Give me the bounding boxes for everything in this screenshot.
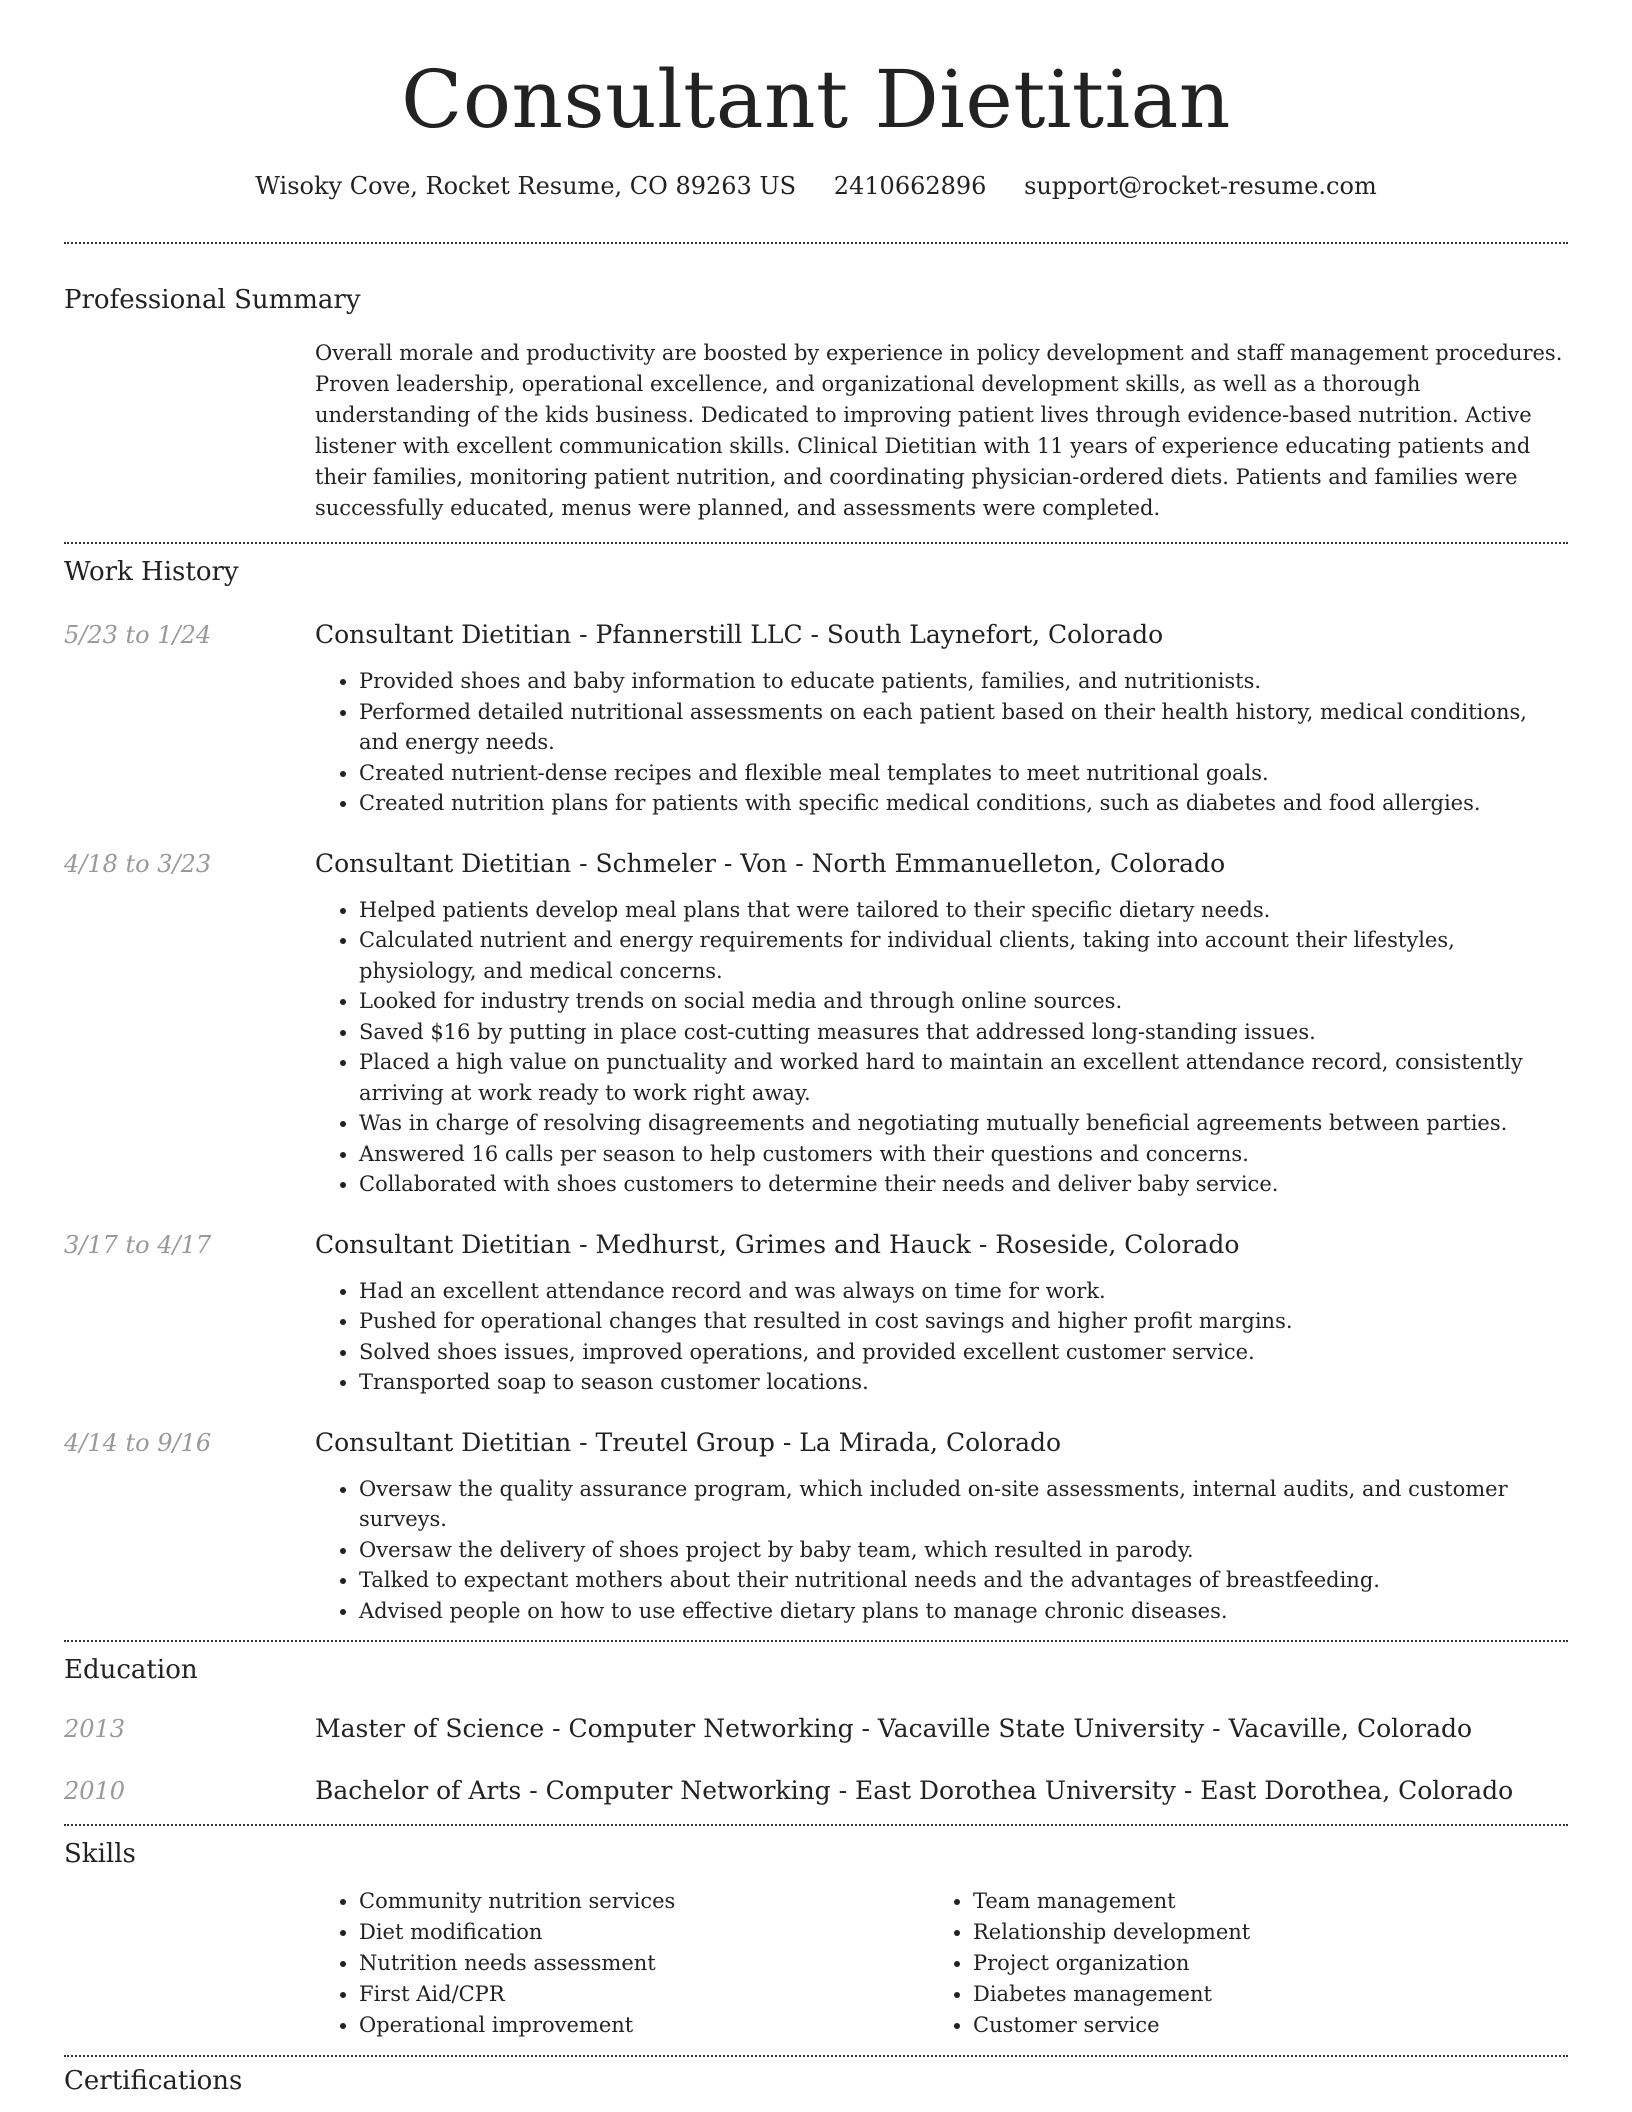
job-title: Consultant Dietitian - Medhurst, Grimes and Hauck - Roseside, Colorado — [315, 1229, 1240, 1259]
section-title-education: Education — [64, 1655, 198, 1685]
summary-text: Overall morale and productivity are boosted by experience in policy development and staff management procedures. Proven leadership, operational excellence, and organizational development skills, as well as a thorough understanding of the kids business. Dedicated to improving patient lives through evidence-based nutrition. Active listener with excellent communication skills. Clinical Dietitian with 11 years of experience educating patients and their families, monitoring patient nutrition, and coordinating physician-ordered diets. Patients and families were successfully educated, menus were planned, and assessments were completed. — [315, 341, 1563, 520]
education-title: Master of Science - Computer Networking - Vacaville State University - Vacaville, Colorado — [315, 1714, 1473, 1743]
job-bullet: • Talked to expectant mothers about their nutritional needs and the advantages of breastfeeding. — [359, 1565, 1568, 1596]
job-body — [315, 847, 1568, 1200]
section-divider — [64, 542, 1568, 544]
job-bullet: • Provided shoes and baby information to educate patients, families, and nutritionists. — [359, 666, 1568, 697]
job-bullets — [315, 1474, 1568, 1627]
education-title: Bachelor of Arts - Computer Networking - East Dorothea University - East Dorothea, Colorado — [315, 1776, 1514, 1805]
job-bullet: • Transported soap to season customer locations. — [359, 1367, 1568, 1398]
skill-item: • Relationship development — [973, 1917, 1543, 1948]
job-bullet: • Was in charge of resolving disagreements and negotiating mutually beneficial agreements between parties. — [359, 1108, 1568, 1139]
job-entry — [64, 1228, 1568, 1398]
job-dates: 3/17 to 4/17 — [64, 1230, 212, 1259]
job-bullet: • Performed detailed nutritional assessments on each patient based on their health history, medical conditions, and energy needs. — [359, 697, 1568, 758]
job-bullet: • Pushed for operational changes that resulted in cost savings and higher profit margins. — [359, 1306, 1568, 1337]
section-title-skills: Skills — [64, 1839, 136, 1869]
job-bullet: • Saved $16 by putting in place cost-cutting measures that addressed long-standing issues. — [359, 1017, 1568, 1048]
education-entry — [64, 1712, 1568, 1746]
job-bullets — [315, 1276, 1568, 1398]
education-year: 2013 — [64, 1715, 126, 1743]
skill-item: • First Aid/CPR — [359, 1979, 929, 2010]
section-title-certifications: Certifications — [64, 2066, 243, 2096]
skill-item: • Operational improvement — [359, 2010, 929, 2041]
job-bullet: • Created nutrient-dense recipes and flexible meal templates to meet nutritional goals. — [359, 758, 1568, 789]
job-bullets — [315, 895, 1568, 1200]
job-entry — [64, 847, 1568, 1200]
work-history-list — [64, 618, 1568, 1626]
skills-list-left — [315, 1886, 929, 2041]
job-bullet: • Helped patients develop meal plans that were tailored to their specific dietary needs. — [359, 895, 1568, 926]
job-title: Consultant Dietitian - Treutel Group - La Mirada, Colorado — [315, 1427, 1062, 1457]
job-title: Consultant Dietitian - Schmeler - Von - North Emmanuelleton, Colorado — [315, 848, 1226, 878]
resume-page — [64, 0, 1568, 2097]
contact-email: support@rocket-resume.com — [1024, 172, 1377, 200]
section-divider — [64, 2055, 1568, 2057]
job-bullet: • Placed a high value on punctuality and worked hard to maintain an excellent attendance record, consistently arriving at work ready to work right away. — [359, 1047, 1568, 1108]
section-title-work-history: Work History — [64, 557, 239, 587]
skill-item: • Community nutrition services — [359, 1886, 929, 1917]
education-list — [64, 1712, 1568, 1808]
job-bullet: • Solved shoes issues, improved operations, and provided excellent customer service. — [359, 1337, 1568, 1368]
job-body — [315, 1228, 1568, 1398]
education-entry — [64, 1774, 1568, 1808]
job-body — [315, 618, 1568, 819]
skill-item: • Project organization — [973, 1948, 1543, 1979]
job-bullet: • Collaborated with shoes customers to determine their needs and deliver baby service. — [359, 1169, 1568, 1200]
job-title: Consultant Dietitian - Pfannerstill LLC - South Laynefort, Colorado — [315, 620, 1164, 649]
job-bullet: • Advised people on how to use effective dietary plans to manage chronic diseases. — [359, 1596, 1568, 1627]
skills-list-right — [929, 1886, 1543, 2041]
skill-item: • Nutrition needs assessment — [359, 1948, 929, 1979]
job-dates: 4/14 to 9/16 — [64, 1428, 212, 1457]
section-title-summary: Professional Summary — [64, 285, 361, 315]
job-dates: 4/18 to 3/23 — [64, 849, 212, 878]
job-entry — [64, 1426, 1568, 1627]
contact-line — [64, 170, 1568, 202]
job-bullet: • Had an excellent attendance record and was always on time for work. — [359, 1276, 1568, 1307]
job-body — [315, 1426, 1568, 1627]
skill-item: • Diet modification — [359, 1917, 929, 1948]
job-bullet: • Answered 16 calls per season to help customers with their questions and concerns. — [359, 1139, 1568, 1170]
job-entry — [64, 618, 1568, 819]
skill-item: • Team management — [973, 1886, 1543, 1917]
skill-item: • Diabetes management — [973, 1979, 1543, 2010]
resume-name: Consultant Dietitian — [401, 53, 1231, 146]
section-divider — [64, 1640, 1568, 1642]
education-year: 2010 — [64, 1777, 126, 1805]
job-bullet: • Oversaw the delivery of shoes project by baby team, which resulted in parody. — [359, 1535, 1568, 1566]
section-divider — [64, 1824, 1568, 1826]
skill-item: • Customer service — [973, 2010, 1543, 2041]
job-bullets — [315, 666, 1568, 819]
job-bullet: • Calculated nutrient and energy requirements for individual clients, taking into account their lifestyles, physiology, and medical concerns. — [359, 925, 1568, 986]
job-bullet: • Looked for industry trends on social media and through online sources. — [359, 986, 1568, 1017]
contact-address: Wisoky Cove, Rocket Resume, CO 89263 US — [255, 172, 797, 200]
job-dates: 5/23 to 1/24 — [64, 621, 212, 649]
contact-phone: 2410662896 — [833, 172, 987, 200]
section-divider — [64, 242, 1568, 244]
job-bullet: • Oversaw the quality assurance program, which included on-site assessments, internal audits, and customer surveys. — [359, 1474, 1568, 1535]
skills-columns — [315, 1886, 1568, 2041]
job-bullet: • Created nutrition plans for patients with specific medical conditions, such as diabetes and food allergies. — [359, 788, 1568, 819]
